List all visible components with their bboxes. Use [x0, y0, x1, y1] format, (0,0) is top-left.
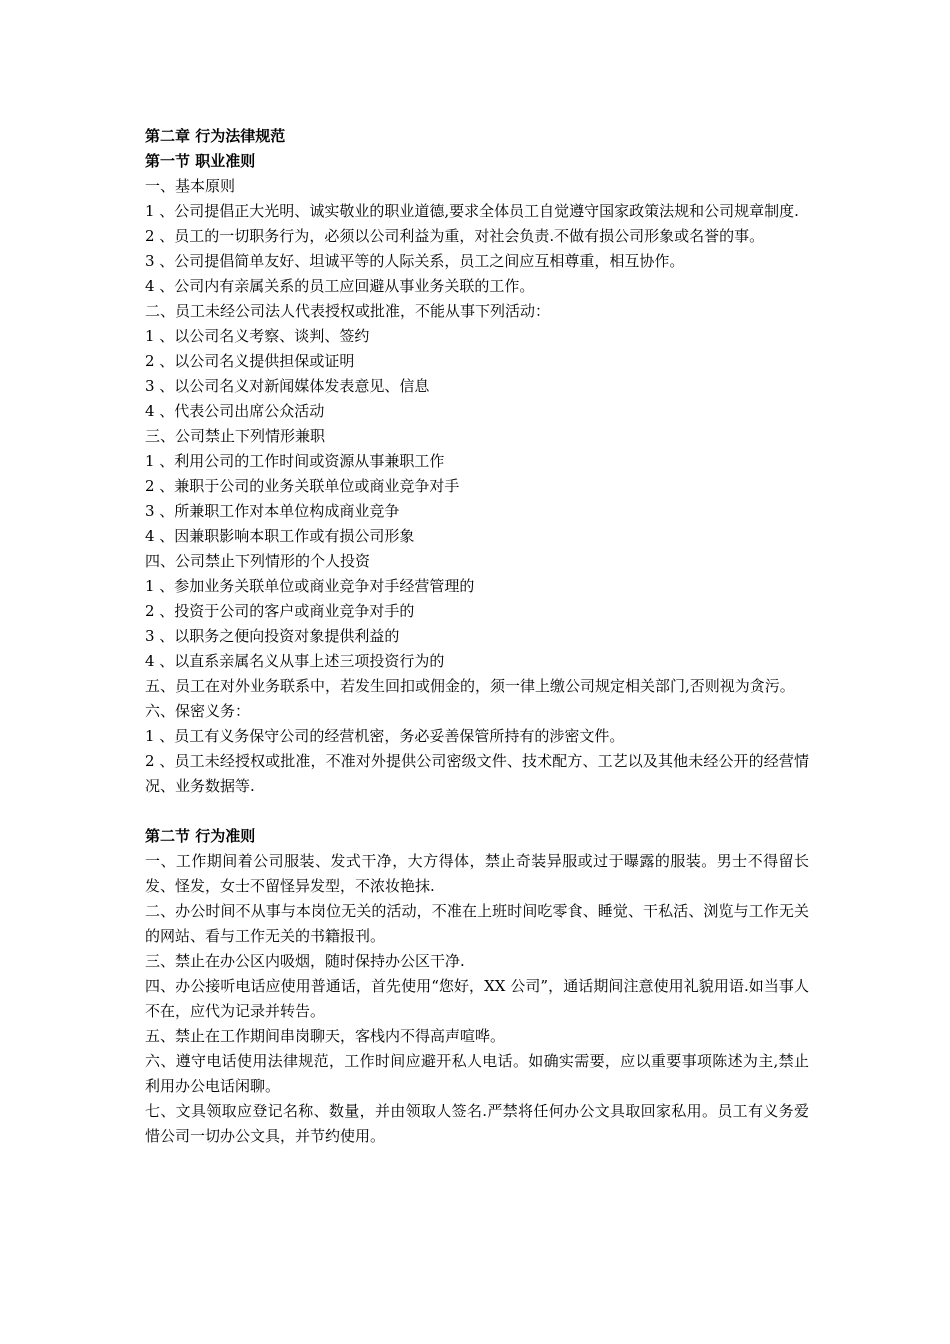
list-item: 三、禁止在办公区内吸烟，随时保持办公区干净.	[145, 952, 465, 970]
list-item: 1 、公司提倡正大光明、诚实敬业的职业道德,要求全体员工自觉遵守国家政策法规和公司规章制度.	[145, 202, 799, 220]
section-spacer	[145, 799, 809, 824]
section-title: 第一节 职业准则	[145, 152, 256, 170]
list-item: 2 、投资于公司的客户或商业竞争对手的	[145, 602, 415, 620]
list-item: 3 、以职务之便向投资对象提供利益的	[145, 627, 400, 645]
list-item: 六、保密义务：	[145, 702, 251, 720]
list-item: 3 、公司提倡简单友好、坦诚平等的人际关系，员工之间应互相尊重，相互协作。	[145, 252, 685, 270]
list-item: 2 、员工未经授权或批准，不准对外提供公司密级文件、技术配方、工艺以及其他未经公开的经营情况、业务数据等.	[145, 752, 809, 795]
list-item: 五、员工在对外业务联系中，若发生回扣或佣金的，须一律上缴公司规定相关部门,否则视为贪污。	[145, 677, 795, 695]
list-item: 一、工作期间着公司服装、发式干净，大方得体，禁止奇装异服或过于曝露的服装。男士不得留长发、怪发，女士不留怪异发型，不浓妆艳抹.	[145, 852, 809, 895]
list-item: 五、禁止在工作期间串岗聊天，客栈内不得高声喧哗。	[145, 1027, 506, 1045]
document-page	[145, 124, 809, 1149]
list-item: 1 、以公司名义考察、谈判、签约	[145, 327, 370, 345]
list-item: 4 、以直系亲属名义从事上述三项投资行为的	[145, 652, 445, 670]
chapter-title: 第二章 行为法律规范	[145, 127, 286, 145]
list-item: 三、公司禁止下列情形兼职	[145, 427, 326, 445]
list-item: 六、遵守电话使用法律规范，工作时间应避开私人电话。如确实需要，应以重要事项陈述为主,禁止利用办公电话闲聊。	[145, 1052, 809, 1095]
list-item: 一、基本原则	[145, 177, 236, 195]
list-item: 二、员工未经公司法人代表授权或批准，不能从事下列活动：	[145, 302, 551, 320]
list-item: 4 、因兼职影响本职工作或有损公司形象	[145, 527, 415, 545]
list-item: 4 、代表公司出席公众活动	[145, 402, 325, 420]
section-title: 第二节 行为准则	[145, 827, 256, 845]
list-item: 七、文具领取应登记名称、数量，并由领取人签名.严禁将任何办公文具取回家私用。员工有义务爱惜公司一切办公文具，并节约使用。	[145, 1102, 809, 1145]
list-item: 1 、利用公司的工作时间或资源从事兼职工作	[145, 452, 445, 470]
list-item: 4 、公司内有亲属关系的员工应回避从事业务关联的工作。	[145, 277, 535, 295]
list-item: 2 、以公司名义提供担保或证明	[145, 352, 355, 370]
list-item: 1 、参加业务关联单位或商业竞争对手经营管理的	[145, 577, 475, 595]
list-item: 3 、所兼职工作对本单位构成商业竞争	[145, 502, 400, 520]
list-item: 2 、员工的一切职务行为，必须以公司利益为重，对社会负责.不做有损公司形象或名誉的事。	[145, 227, 765, 245]
list-item: 四、办公接听电话应使用普通话，首先使用“您好，XX 公司”，通话期间注意使用礼貌用语.如当事人不在，应代为记录并转告。	[145, 977, 809, 1020]
list-item: 2 、兼职于公司的业务关联单位或商业竞争对手	[145, 477, 460, 495]
list-item: 四、公司禁止下列情形的个人投资	[145, 552, 371, 570]
list-item: 3 、以公司名义对新闻媒体发表意见、信息	[145, 377, 430, 395]
list-item: 二、办公时间不从事与本岗位无关的活动，不准在上班时间吃零食、睡觉、干私活、浏览与工作无关的网站、看与工作无关的书籍报刊。	[145, 902, 809, 945]
list-item: 1 、员工有义务保守公司的经营机密，务必妥善保管所持有的涉密文件。	[145, 727, 625, 745]
